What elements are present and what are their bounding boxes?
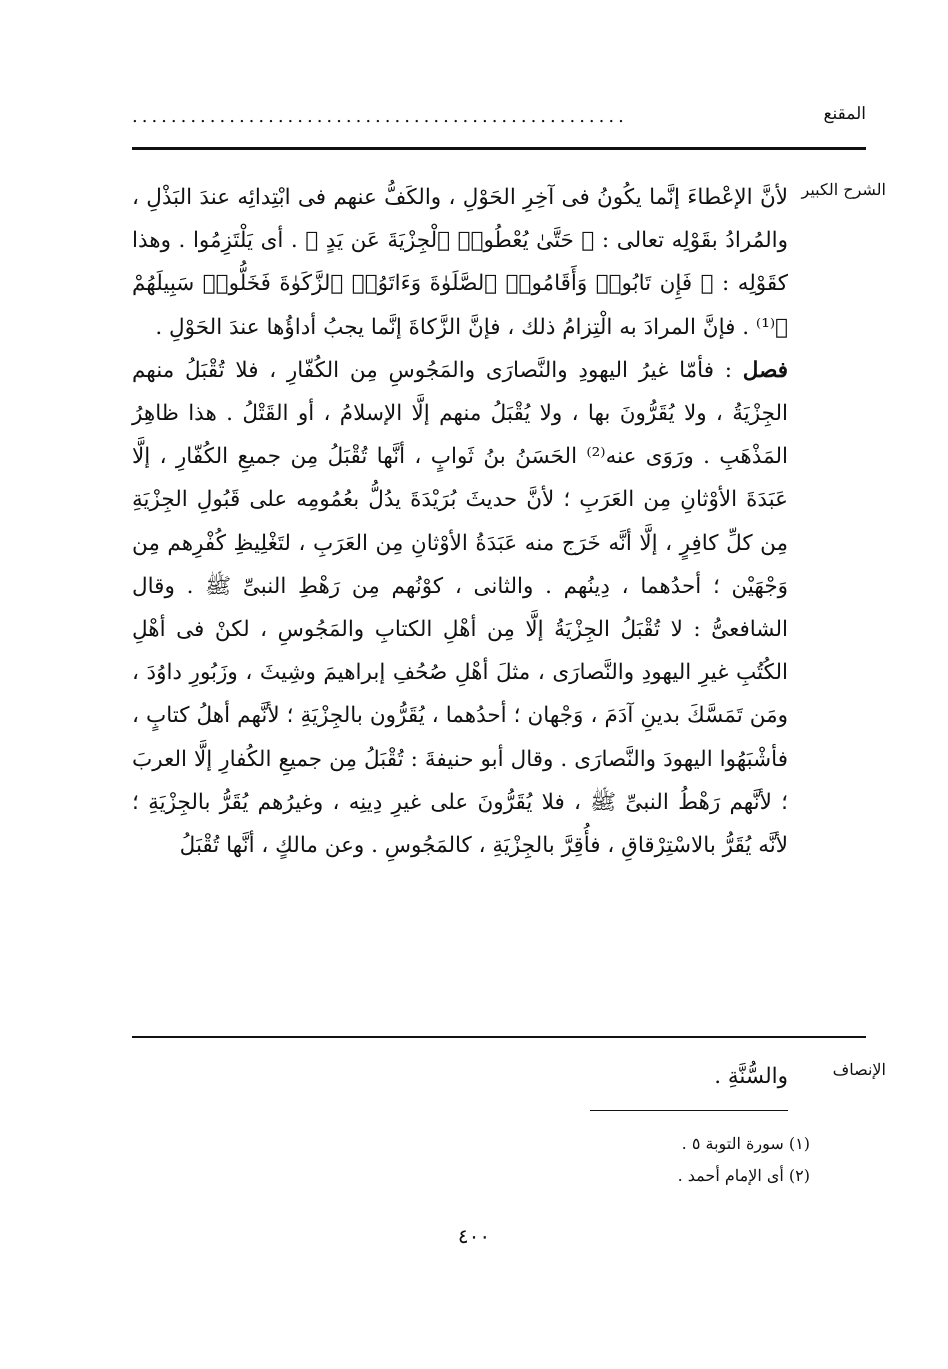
paragraph-1: لأنَّ الإعْطاءَ إنَّما يكُونُ فى آخِرِ الحَوْلِ ، والكَفُّ عنهم فى ابْتِدائِه عندَ البَذْلِ ، والمُرادُ بقَوْلِه تعالى : ﴿ حَتَّىٰ يُعْطُوا۟ ٱلْجِزْيَةَ عَن يَدٍ ﴾ . أى يَلْتَزِمُوا . وهذا كقَوْلِه : ﴿ فَإِن تَابُوا۟ وَأَقَامُوا۟ ٱلصَّلَوٰةَ وَءَاتَوُا۟ ٱلزَّكَوٰةَ فَخَلُّوا۟ سَبِيلَهُمْ ﴾⁽¹⁾ . فإنَّ المرادَ به الْتِزامُ ذلك ، فإنَّ الزَّكاةَ إنَّما يجبُ أداؤُها عندَ الحَوْلِ . bbox=[132, 185, 788, 340]
running-header-dots: ................................................... bbox=[132, 106, 628, 127]
footnote-rule bbox=[590, 1110, 788, 1111]
footnote-2: (٢) أى الإمام أحمد . bbox=[677, 1166, 810, 1185]
running-header-title: المقنع bbox=[823, 104, 866, 124]
side-label-insaf: الإنصاف bbox=[832, 1060, 886, 1079]
footnotes bbox=[400, 1128, 810, 1192]
paragraph-2-text: : فأمّا غيرُ اليهودِ والنَّصارَى والمَجُوسِ مِن الكُفّارِ ، فلا تُقْبَلُ منهم الجِزْيَةُ ، ولا يُقَرُّونَ بها ، ولا يُقْبَلُ منهم إلَّا الإسلامُ ، أو القَتْلُ . هذا ظاهِرُ المَذْهَبِ . ورَوَى عنه⁽²⁾ الحَسَنُ بنُ ثَوابٍ ، أنَّها تُقْبَلُ مِن جميعِ الكُفّارِ ، إلَّا عَبَدَةَ الأوْثانِ مِن العَرَبِ ؛ لأنَّ حديثَ بُرَيْدَةَ يدُلُّ بعُمُومِه على قَبُولِ الجِزْيَةِ مِن كلِّ كافِرٍ ، إلَّا أنَّه خَرَج منه عَبَدَةُ الأوْثانِ مِن العَرَبِ ، لتَغْلِيظِ كُفْرِهم مِن وَجْهَيْن ؛ أحدُهما ، دِينُهم . والثانى ، كوْنُهم مِن رَهْطِ النبىِّ ﷺ . وقال الشافعىُّ : لا تُقْبَلُ الجِزْيَةُ إلَّا مِن أهْلِ الكتابِ والمَجُوسِ ، لكنْ فى أهْلِ الكُتُبِ غيرِ اليهودِ والنَّصارَى ، مثلَ أهْلِ صُحُفِ إبراهيمَ وشِيثَ ، وزَبُورِ داوُدَ ، ومَن تَمَسَّكَ بدينِ آدَمَ ، وَجْهان ؛ أحدُهما ، يُقَرُّون بالجِزْيَةِ ؛ لأنَّهم أهلُ كتابٍ ، فأشْبَهُوا اليهودَ والنَّصارَى . وقال أبو حنيفةَ : تُقْبَلُ مِن جميعِ الكُفارِ إلَّا العربَ ؛ لأنَّهم رَهْطُ النبىِّ ﷺ ، فلا يُقَرُّونَ على غيرِ دِينِه ، وغيرُهم يُقَرُّ بالجِزْيَةِ ؛ لأنَّه يُقَرُّ بالاسْتِرْقاقِ ، فأُقِرَّ بالجِزْيَةِ ، كالمَجُوسِ . وعن مالكٍ ، أنَّها تُقْبَلُ bbox=[132, 357, 788, 859]
header-rule bbox=[132, 147, 866, 150]
insaf-text: والسُّنَّةِ . bbox=[714, 1064, 788, 1089]
main-text-block bbox=[132, 176, 788, 867]
insaf-rule bbox=[132, 1036, 866, 1038]
footnote-1: (١) سورة التوبة ٥ . bbox=[681, 1134, 810, 1153]
side-label-sharh: الشرح الكبير bbox=[801, 180, 886, 199]
page-number: ٤٠٠ bbox=[457, 1224, 491, 1248]
paragraph-2 bbox=[132, 349, 788, 867]
fasl-heading: فصل bbox=[742, 357, 788, 383]
